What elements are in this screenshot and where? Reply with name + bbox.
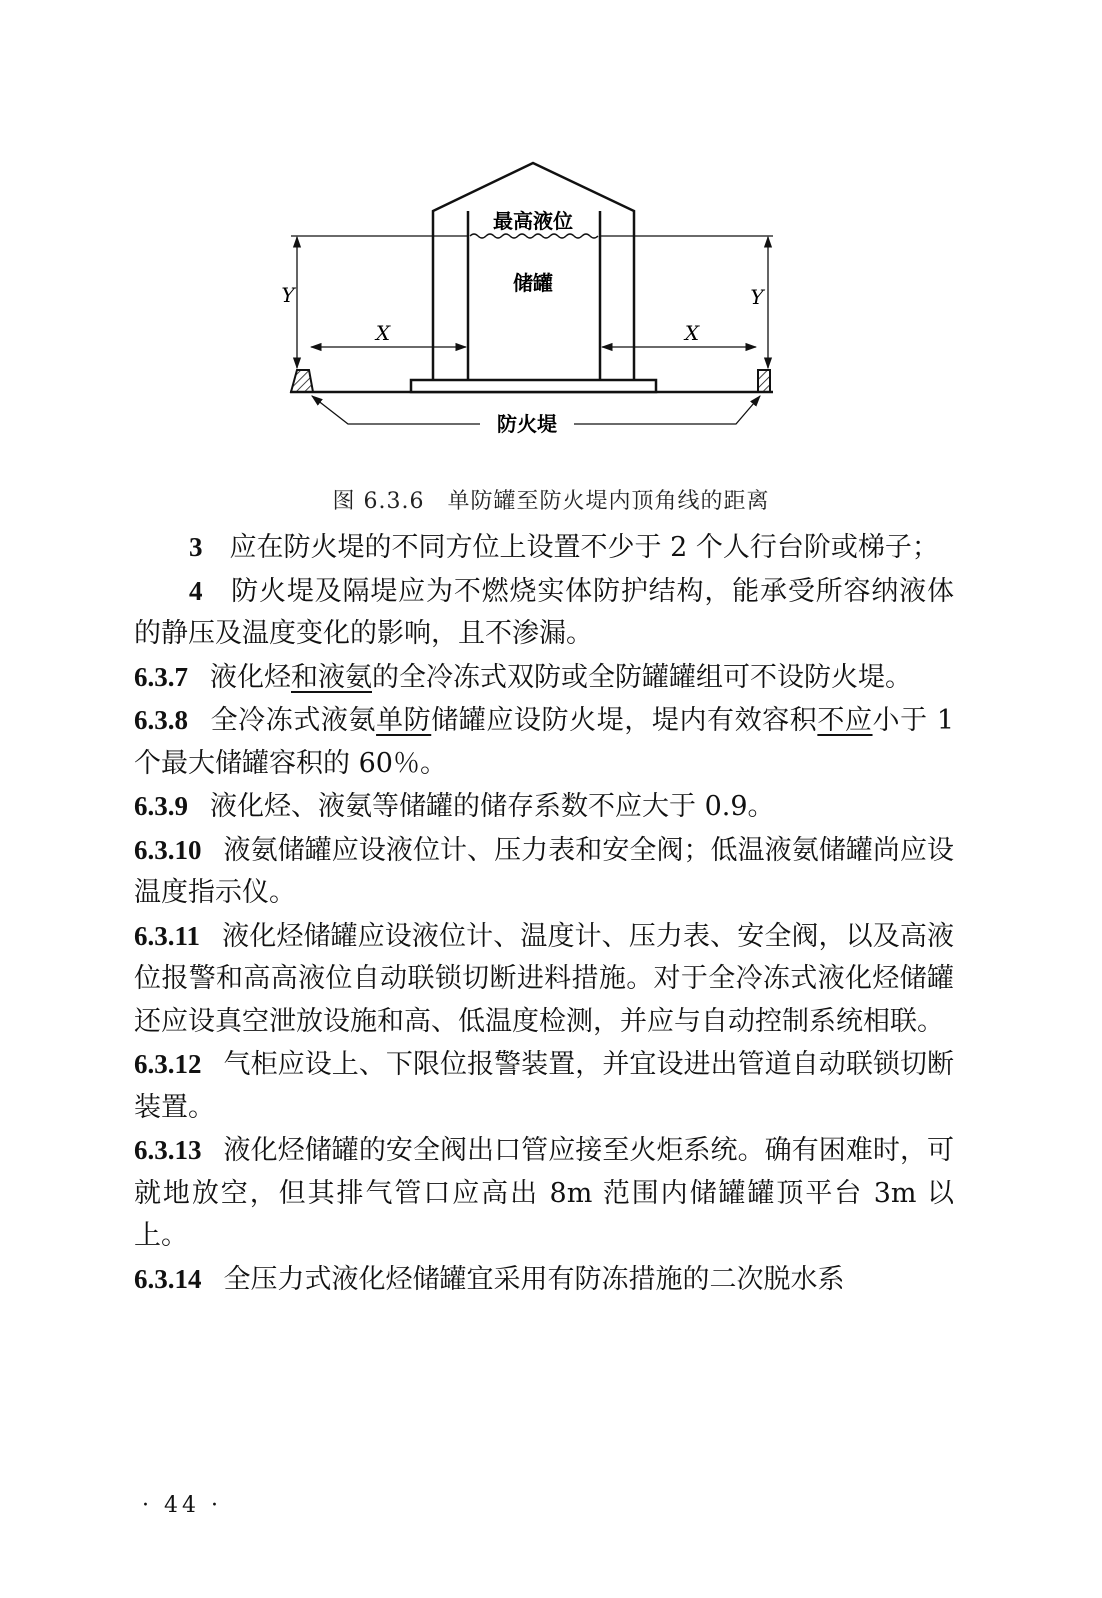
item-3	[134, 526, 954, 570]
dike-left	[291, 370, 313, 392]
y-label-left: Y	[281, 283, 295, 307]
dike-distance-diagram	[0, 0, 1102, 480]
underlined-text: 不应	[817, 705, 873, 736]
clause-6-3-13	[134, 1129, 954, 1258]
clause-text: 液化烃储罐应设液位计、温度计、压力表、安全阀，以及高液位报警和高高液位自动联锁切断进料措施。对于全冷冻式液化烃储罐还应设真空泄放设施和高、低温度检测，并应与自动控制系统相联。	[134, 920, 954, 1037]
item-number: 3	[189, 532, 203, 562]
underlined-text: 和液氨	[291, 661, 372, 693]
x-label-left: X	[375, 321, 391, 345]
clause-6-3-11	[134, 915, 954, 1044]
clause-text: 液化烃储罐的安全阀出口管应接至火炬系统。确有困难时，可就地放空，但其排气管口应高出 8m 范围内储罐罐顶平台 3m 以上。	[134, 1135, 954, 1251]
clause-text: 液氨储罐应设液位计、压力表和安全阀；低温液氨储罐尚应设温度指示仪。	[134, 834, 954, 908]
dike-leader-left	[312, 396, 480, 424]
clause-text: 储罐应设防火堤，堤内有效容积	[431, 705, 818, 736]
clause-text: 全压力式液化烃储罐宜采用有防冻措施的二次脱水系	[223, 1263, 845, 1295]
x-label-right: X	[684, 321, 700, 345]
dike-right	[758, 370, 770, 392]
item-text: 应在防火堤的不同方位上设置不少于 2 个人行台阶或梯子；	[229, 532, 939, 563]
y-label-right: Y	[750, 285, 764, 309]
clause-number: 6.3.12	[134, 1049, 202, 1079]
liquid-wave	[470, 234, 598, 238]
clause-number: 6.3.11	[134, 920, 201, 951]
clause-number: 6.3.7	[134, 661, 188, 692]
item-number: 4	[189, 575, 203, 606]
clause-number: 6.3.13	[134, 1135, 202, 1165]
clause-text: 全冷冻式液氨	[210, 705, 377, 736]
page-number: · 44 ·	[142, 1493, 222, 1518]
clause-6-3-8	[134, 699, 954, 785]
clause-number: 6.3.10	[134, 834, 202, 865]
clause-number: 6.3.9	[134, 791, 188, 821]
underlined-text: 单防	[376, 705, 432, 736]
clause-6-3-14	[134, 1258, 954, 1302]
item-text: 防火堤及隔堤应为不燃烧实体防护结构，能承受所容纳液体的静压及温度变化的影响，且不渗漏。	[134, 575, 955, 649]
body-text	[134, 526, 954, 1301]
clause-number: 6.3.14	[134, 1263, 202, 1294]
clause-6-3-9	[134, 785, 954, 829]
clause-6-3-7	[134, 656, 954, 700]
tank-label: 储罐	[513, 271, 553, 295]
clause-text: 液化烃	[210, 661, 291, 693]
dike-label: 防火堤	[497, 412, 557, 436]
clause-text: 的全冷冻式双防或全防罐罐组可不设防火堤。	[372, 661, 912, 693]
clause-6-3-12	[134, 1043, 954, 1129]
clause-text: 液化烃、液氨等储罐的储存系数不应大于 0.9。	[210, 791, 775, 822]
clause-number: 6.3.8	[134, 705, 188, 735]
clause-text: 小于 1 个最大储罐容积的 60％。	[134, 705, 955, 779]
figure-caption: 图 6.3.6 单防罐至防火堤内顶角线的距离	[332, 489, 770, 514]
clause-6-3-10	[134, 829, 954, 915]
tank-foundation	[411, 380, 656, 392]
max-level-label: 最高液位	[493, 209, 573, 233]
item-4	[134, 570, 954, 656]
clause-text: 气柜应设上、下限位报警装置，并宜设进出管道自动联锁切断装置。	[134, 1049, 954, 1123]
dike-leader-right	[574, 396, 760, 424]
